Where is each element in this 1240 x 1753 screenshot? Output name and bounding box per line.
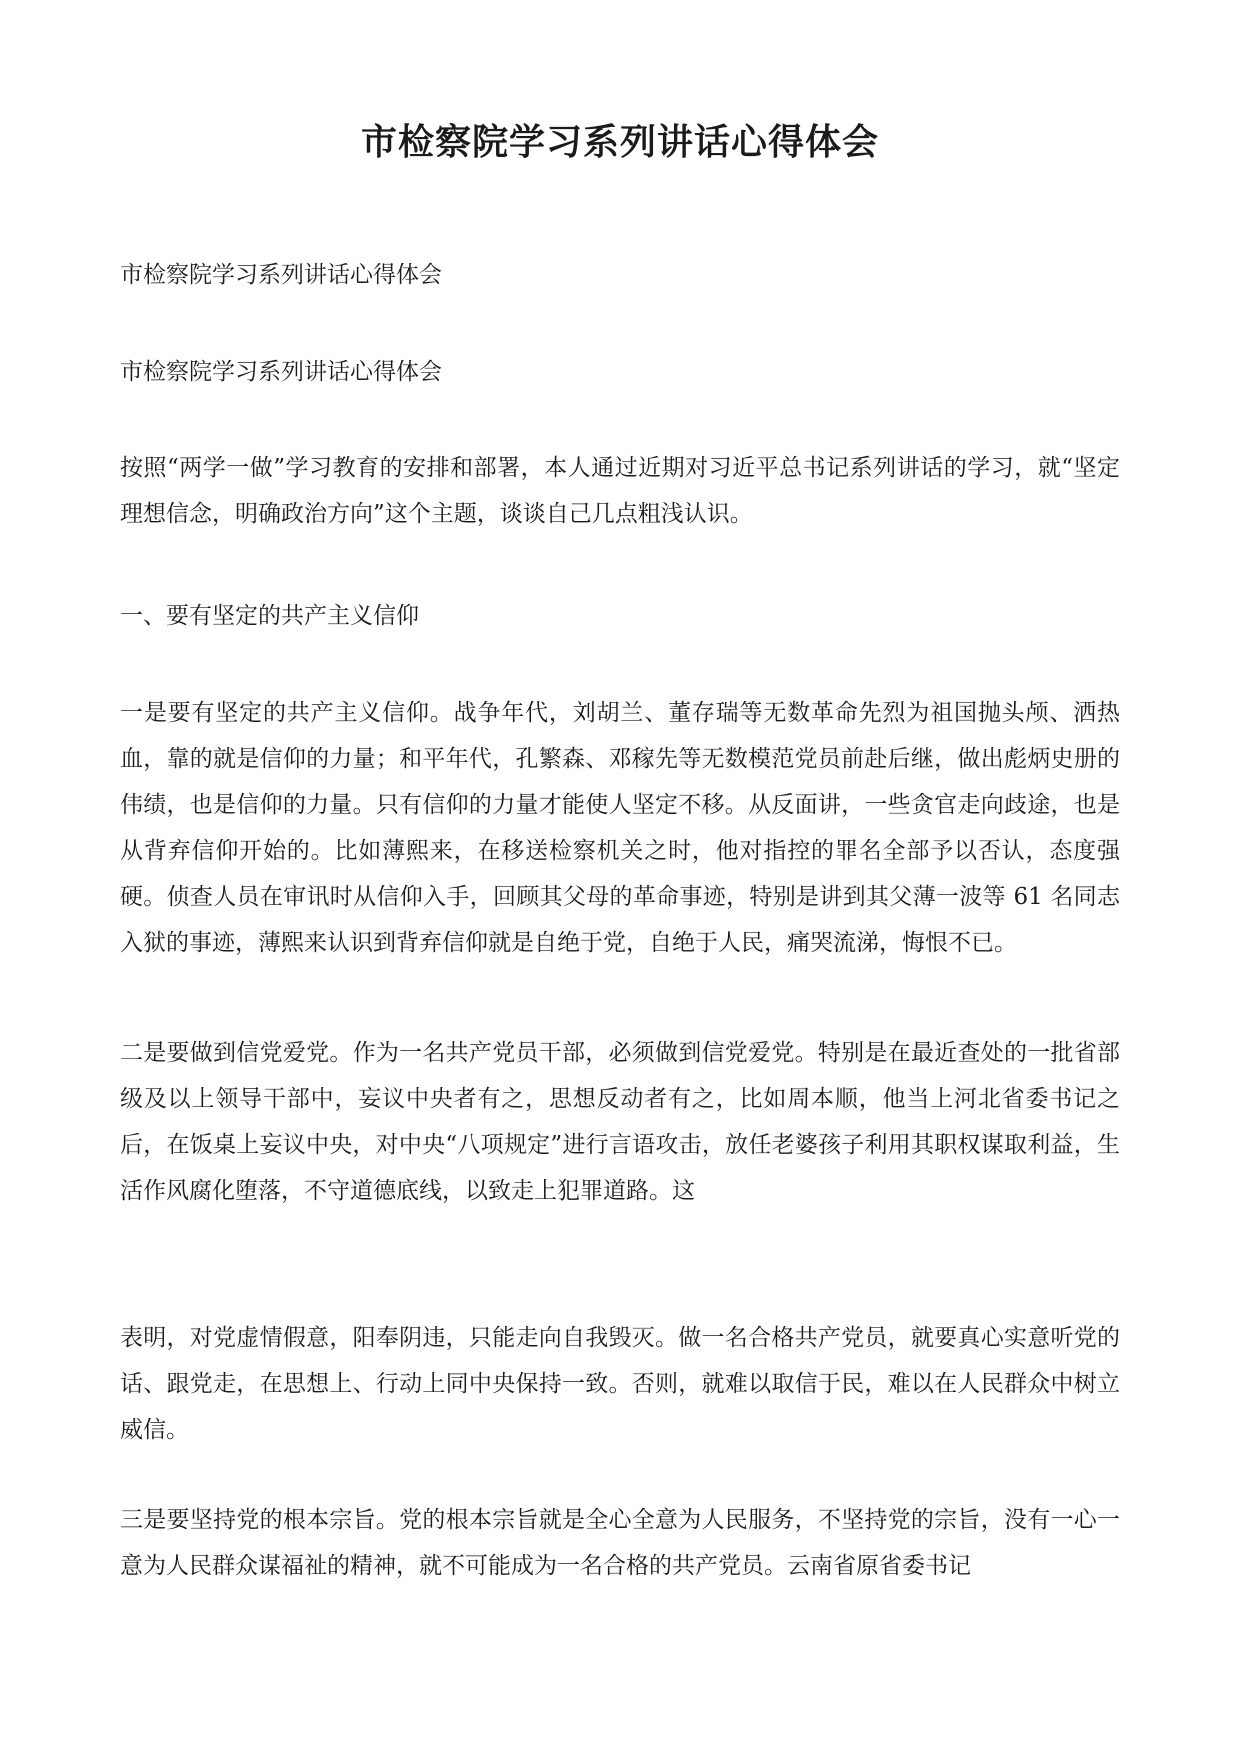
- body-paragraph-3: 表明，对党虚情假意，阳奉阴违，只能走向自我毁灭。做一名合格共产党员，就要真心实意听党的话、跟党走，在思想上、行动上同中央保持一致。否则，就难以取信于民，难以在人民群众中树立威信。: [120, 1325, 1120, 1443]
- intro-paragraph: 按照“两学一做”学习教育的安排和部署，本人通过近期对习近平总书记系列讲话的学习，就“坚定理想信念，明确政治方向”这个主题，谈谈自己几点粗浅认识。: [120, 455, 1120, 527]
- body-paragraph-4: 三是要坚持党的根本宗旨。党的根本宗旨就是全心全意为人民服务，不坚持党的宗旨，没有一心一意为人民群众谋福祉的精神，就不可能成为一名合格的共产党员。云南省原省委书记: [120, 1507, 1120, 1579]
- document-title: 市检察院学习系列讲话心得体会: [360, 121, 879, 163]
- subtitle-line-1: 市检察院学习系列讲话心得体会: [120, 262, 442, 288]
- section-heading-1: 一、要有坚定的共产主义信仰: [120, 603, 419, 629]
- body-paragraph-2: 二是要做到信党爱党。作为一名共产党员干部，必须做到信党爱党。特别是在最近查处的一批省部级及以上领导干部中，妄议中央者有之，思想反动者有之，比如周本顺，他当上河北省委书记之后，在饭桌上妄议中央，对中央“八项规定”进行言语攻击，放任老婆孩子利用其职权谋取利益，生活作风腐化堕落，不守道德底线，以致走上犯罪道路。这: [120, 1040, 1120, 1204]
- subtitle-line-2: 市检察院学习系列讲话心得体会: [120, 359, 442, 385]
- body-paragraph-1: 一是要有坚定的共产主义信仰。战争年代，刘胡兰、董存瑞等无数革命先烈为祖国抛头颅、洒热血，靠的就是信仰的力量；和平年代，孔繁森、邓稼先等无数模范党员前赴后继，做出彪炳史册的伟绩，也是信仰的力量。只有信仰的力量才能使人坚定不移。从反面讲，一些贪官走向歧途，也是从背弃信仰开始的。比如薄熙来，在移送检察机关之时，他对指控的罪名全部予以否认，态度强硬。侦查人员在审讯时从信仰入手，回顾其父母的革命事迹，特别是讲到其父薄一波等 61 名同志入狱的事迹，薄熙来认识到背弃信仰就是自绝于党，自绝于人民，痛哭流涕，悔恨不已。: [120, 700, 1120, 956]
